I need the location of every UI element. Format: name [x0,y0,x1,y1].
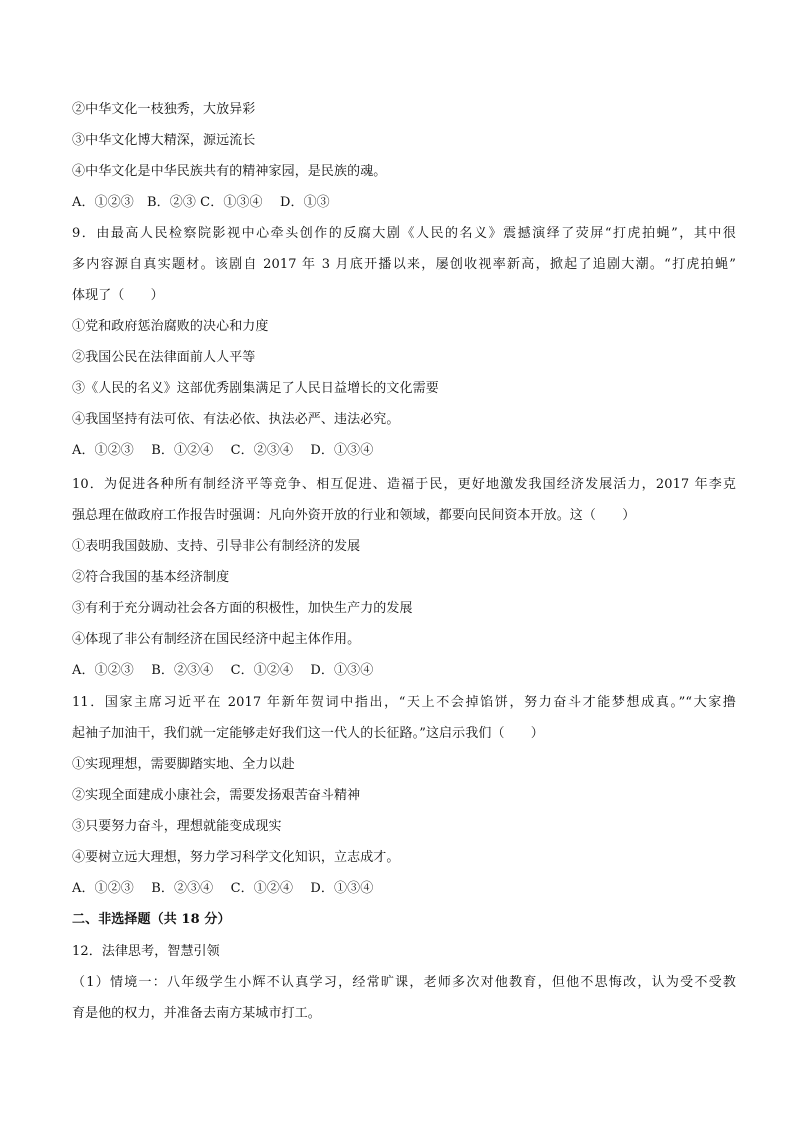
q9-statement-2: ②我国公民在法律面前人人平等 [72,350,256,365]
q11-statement-3: ③只要努力奋斗，理想就能变成现实 [72,819,282,834]
q8-statement-3: ③中华文化博大精深，源远流长 [72,133,256,148]
q9-statement-3: ③《人民的名义》这部优秀剧集满足了人民日益增长的文化需要 [72,381,439,396]
section-heading-non-choice: 二、非选择题（共 18 分） [72,912,231,927]
q8-options: A．①②③ B．②③ C．①③④ D．①③ [72,195,330,210]
q10-statement-2: ②符合我国的基本经济制度 [72,570,230,585]
q9-stem-line-2: 多内容源自真实题材。该剧自 2017 年 3 月底开播以来，屡创收视率新高，掀起了追剧大潮。“打虎拍蝇” [72,257,736,272]
q10-statement-4: ④体现了非公有制经济在国民经济中起主体作用。 [72,632,361,647]
q12-title: 12．法律思考，智慧引领 [72,944,220,959]
q9-stem-line-3: 体现了（ ） [72,288,164,303]
q9-statement-4: ④我国坚持有法可依、有法必依、执法必严、违法必究。 [72,412,400,427]
q8-statement-2: ②中华文化一枝独秀，大放异彩 [72,102,256,117]
q9-options: A．①②③ B．①②④ C．②③④ D．①③④ [72,443,374,458]
q11-statement-2: ②实现全面建成小康社会，需要发扬艰苦奋斗精神 [72,788,361,803]
q11-stem-line-1: 11．国家主席习近平在 2017 年新年贺词中指出，“天上不会掉馅饼，努力奋斗才能梦想成真。”“大家撸 [72,695,736,710]
q8-statement-4: ④中华文化是中华民族共有的精神家园，是民族的魂。 [72,164,387,179]
q11-statement-4: ④要树立远大理想，努力学习科学文化知识，立志成才。 [72,850,400,865]
q11-options: A．①②③ B．②③④ C．①②④ D．①③④ [72,881,374,896]
q10-stem-line-2: 强总理在做政府工作报告时强调：凡向外资开放的行业和领域，都要向民间资本开放。这（ ） [72,508,636,523]
q9-statement-1: ①党和政府惩治腐败的决心和力度 [72,319,269,334]
q9-stem-line-1: 9．由最高人民检察院影视中心牵头创作的反腐大剧《人民的名义》震撼演绎了荧屏“打虎拍蝇”，其中很 [72,226,736,241]
q11-stem-line-2: 起袖子加油干，我们就一定能够走好我们这一代人的长征路。”这启示我们（ ） [72,726,544,741]
q11-statement-1: ①实现理想，需要脚踏实地、全力以赴 [72,757,295,772]
q12-part1-line-2: 育是他的权力，并准备去南方某城市打工。 [72,1006,321,1021]
q10-stem-line-1: 10．为促进各种所有制经济平等竞争、相互促进、造福于民，更好地激发我国经济发展活力，2017 年李克 [72,477,736,492]
q12-part1-line-1: （1）情境一：八年级学生小辉不认真学习，经常旷课，老师多次对他教育，但他不思悔改，认为受不受教 [72,975,736,990]
q10-options: A．①②③ B．②③④ C．①②④ D．①③④ [72,663,374,678]
q10-statement-1: ①表明我国鼓励、支持、引导非公有制经济的发展 [72,539,361,554]
q10-statement-3: ③有利于充分调动社会各方面的积极性，加快生产力的发展 [72,601,413,616]
